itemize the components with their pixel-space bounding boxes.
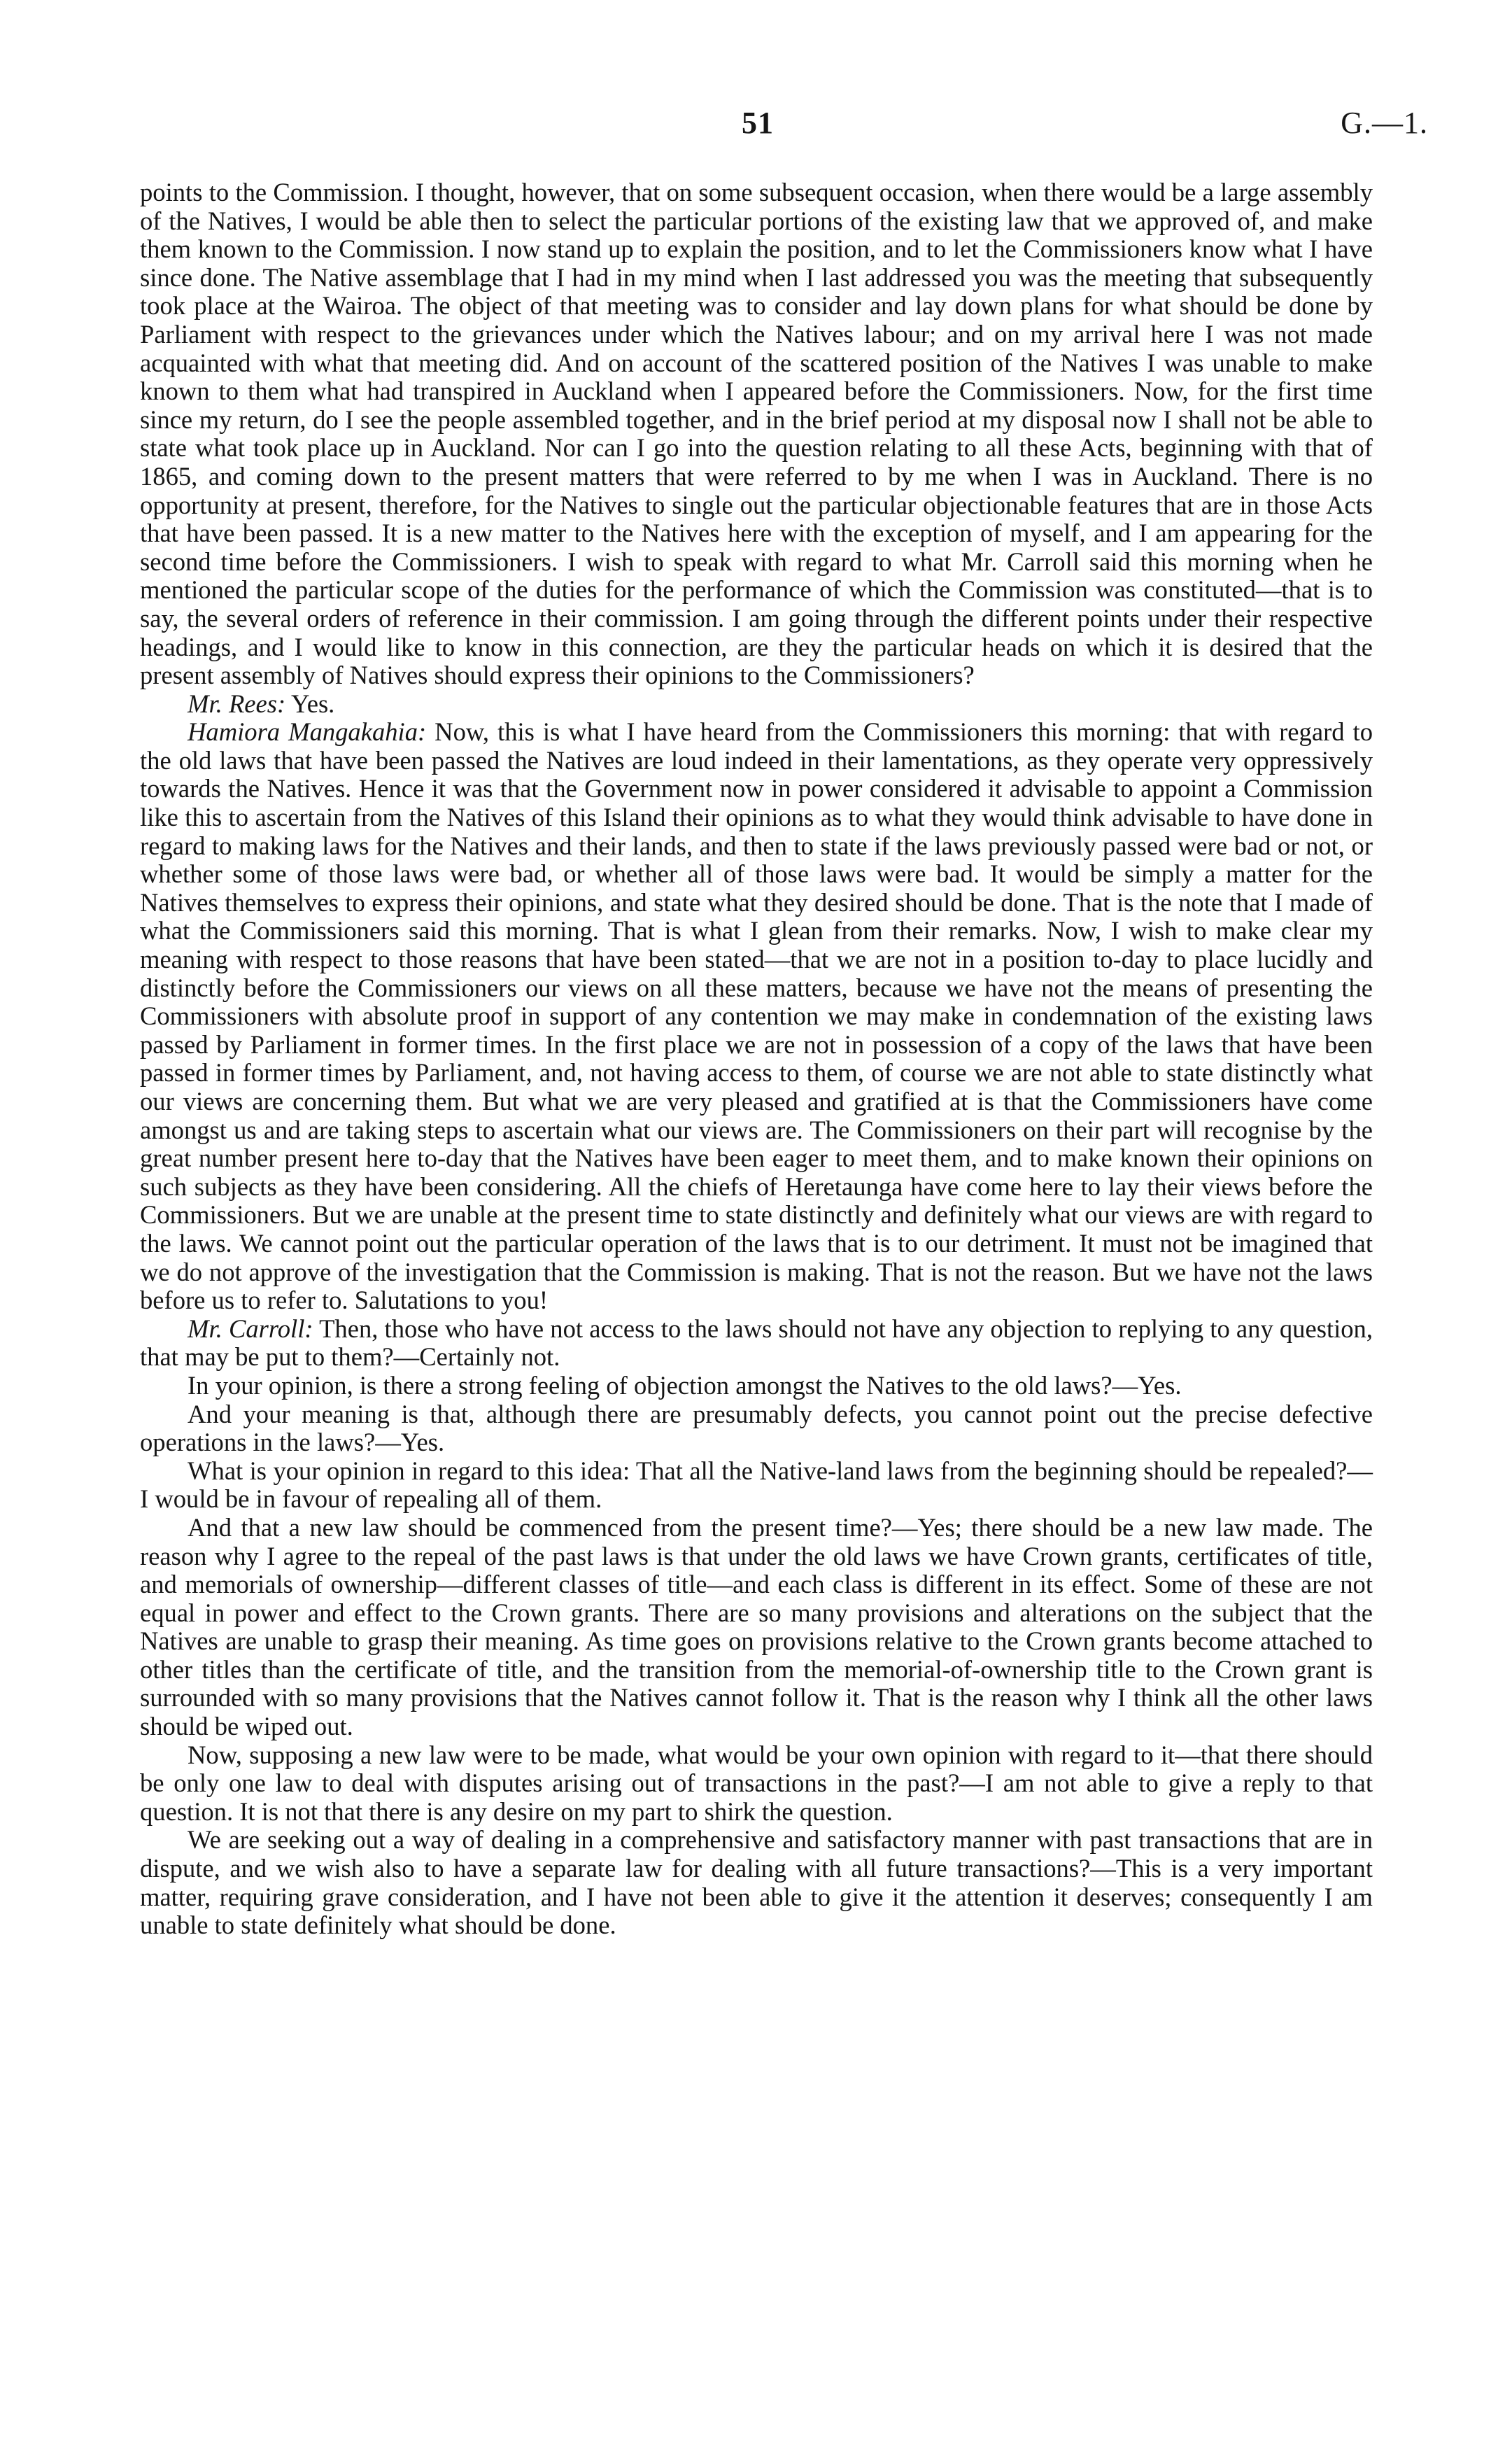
paragraph-text: Now, supposing a new law were to be made, what would be your own opinion with regard to it—that there should be only one law to deal with disputes arising out of transactions in the past?—I am not able to give a reply to that question. It is not that there is any desire on my part to shirk the question. — [140, 1740, 1373, 1826]
paragraph — [140, 690, 1373, 719]
speaker-name: Hamiora Mangakahia: — [188, 717, 427, 747]
paragraph — [140, 1826, 1373, 1939]
paragraph — [140, 1741, 1373, 1827]
paragraph-text: What is your opinion in regard to this idea: That all the Native-land laws from the beginning should be repealed?—I would be in favour of repealing all of them. — [140, 1456, 1373, 1514]
paragraph — [140, 178, 1373, 690]
speaker-name: Mr. Carroll: — [188, 1314, 313, 1343]
paragraph — [140, 1457, 1373, 1514]
paragraph-text: In your opinion, is there a strong feeling of objection amongst the Natives to the old laws?—Yes. — [188, 1370, 1182, 1400]
body-text — [140, 178, 1373, 1940]
paragraph-text: Now, this is what I have heard from the Commissioners this morning: that with regard to the old laws that have been passed the Natives are loud indeed in their lamentations, as they operate very oppressively towards the Natives. Hence it was that the Government now in power considered it advisable to appoint a Commission like this to ascertain from the Natives of this Island their opinions as to what they would think advisable to have done in regard to making laws for the Natives and their lands, and then to state if the laws previously passed were bad or not, or whether some of those laws were bad, or whether all of those laws were bad. It would be simply a matter for the Natives themselves to express their opinions, and state what they desired should be done. That is the note that I made of what the Commissioners said this morning. That is what I glean from their remarks. Now, I wish to make clear my meaning with respect to those reasons that have been stated—that we are not in a position to-day to place lucidly and distinctly before the Commissioners our views on all these matters, because we have not the means of presenting the Commissioners with absolute proof in support of any contention we may make in condemnation of the existing laws passed by Parliament in former times. In the first place we are not in possession of a copy of the laws that have been passed in former times by Parliament, and, not having access to them, of course we are not able to state distinctly what our views are concerning them. But what we are very pleased and gratified at is that the Commissioners have come amongst us and are taking steps to ascertain what our views are. The Commissioners on their part will recognise by the great number present here to-day that the Natives have been eager to meet them, and to make known their opinions on such subjects as they have been considering. All the chiefs of Heretaunga have come here to lay their views before the Commissioners. But we are unable at the present time to state distinctly and definitely what our views are with regard to the laws. We cannot point out the particular operation of the laws that is to our detriment. It must not be imagined that we do not approve of the investigation that the Commission is making. That is not the reason. But we have not the laws before us to refer to. Salutations to you! — [140, 717, 1373, 1315]
document-reference: G.—1. — [1341, 106, 1428, 140]
paragraph — [140, 718, 1373, 1314]
paragraph-text: Then, those who have not access to the laws should not have any objection to replying to any question, that may be put to them?—Certainly not. — [140, 1314, 1373, 1372]
speaker-name: Mr. Rees: — [188, 689, 286, 718]
paragraph-text: We are seeking out a way of dealing in a comprehensive and satisfactory manner with past transactions that are in dispute, and we wish also to have a separate law for dealing with all future transactions?—This is a very important matter, requiring grave consideration, and I have not been able to give it the attention it deserves; consequently I am unable to state definitely what should be done. — [140, 1825, 1373, 1940]
paragraph — [140, 1514, 1373, 1741]
paragraph-text: points to the Commission. I thought, however, that on some subsequent occasion, when there would be a large assembly of the Natives, I would be able then to select the particular portions of the existing law that we approved of, and make them known to the Commission. I now stand up to explain the position, and to let the Commissioners know what I have since done. The Native assemblage that I had in my mind when I last addressed you was the meeting that subsequently took place at the Wairoa. The object of that meeting was to consider and lay down plans for what should be done by Parliament with respect to the grievances under which the Natives labour; and on my arrival here I was not made acquainted with what that meeting did. And on account of the scattered position of the Natives I was unable to make known to them what had transpired in Auckland when I appeared before the Commissioners. Now, for the first time since my return, do I see the people assembled together, and in the brief period at my disposal now I shall not be able to state what took place up in Auckland. Nor can I go into the question relating to all these Acts, beginning with that of 1865, and coming down to the present matters that were referred to by me when I was in Auckland. There is no opportunity at present, therefore, for the Natives to single out the particular objectionable features that are in those Acts that have been passed. It is a new matter to the Natives here with the exception of myself, and I am appearing for the second time before the Commissioners. I wish to speak with regard to what Mr. Carroll said this morning when he mentioned the particular scope of the duties for the performance of which the Commission was constituted—that is to say, the several orders of reference in their commission. I am going through the different points under their respective headings, and I would like to know in this connection, are they the particular heads on which it is desired that the present assembly of Natives should express their opinions to the Commissioners? — [140, 178, 1373, 690]
paragraph-text: And your meaning is that, although there are presumably defects, you cannot point out the precise defective operations in the laws?—Yes. — [140, 1399, 1373, 1457]
paragraph — [140, 1400, 1373, 1457]
page-header — [0, 105, 1512, 147]
paragraph-text: And that a new law should be commenced from the present time?—Yes; there should be a new law made. The reason why I agree to the repeal of the past laws is that under the old laws we have Crown grants, certificates of title, and memorials of ownership—different classes of title—and each class is different in its effect. Some of these are not equal in power and effect to the Crown grants. There are so many provisions and alterations on the subject that the Natives are unable to grasp their meaning. As time goes on provisions relative to the Crown grants become attached to other titles than the certificate of title, and the transition from the memorial-of-ownership title to the Crown grant is surrounded with so many provisions that the Natives cannot follow it. That is the reason why I think all the other laws should be wiped out. — [140, 1512, 1373, 1741]
paragraph — [140, 1315, 1373, 1372]
paragraph — [140, 1372, 1373, 1400]
paragraph-text: Yes. — [285, 689, 335, 718]
page-number: 51 — [742, 106, 774, 140]
